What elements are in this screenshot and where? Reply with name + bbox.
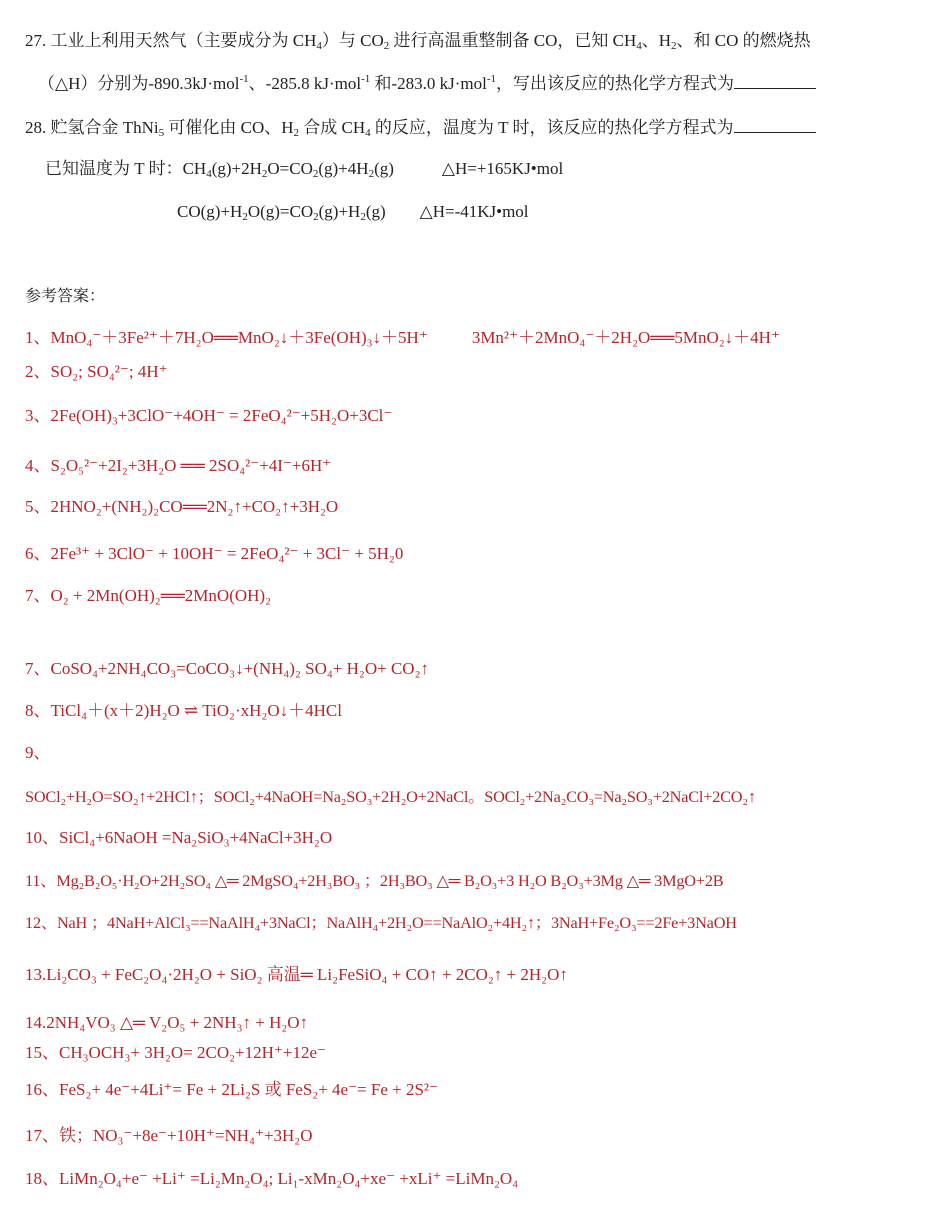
answer-number: 15、 xyxy=(25,1043,59,1062)
answer-number: 16、 xyxy=(25,1080,59,1099)
answer-5: 5、2HNO₂+(NH₂)₂CO══2N₂↑+CO₂↑+3H₂O xyxy=(25,497,339,516)
answers-heading: 参考答案： xyxy=(25,288,106,305)
answer-4: 4、S₂O₅²⁻+2I₂+3H₂O ══ 2SO₄²⁻+4I⁻+6H⁺ xyxy=(25,456,332,475)
answer-number: 7、 xyxy=(25,586,51,605)
question-number: 28. xyxy=(25,118,47,137)
answer-1: 1、MnO₄⁻＋3Fe²⁺＋7H₂O══MnO₂↓＋3Fe(OH)₃↓＋5H⁺ 3Mn²⁺＋2MnO₄⁻＋2H₂O══5MnO₂↓＋4H⁺ xyxy=(25,328,780,347)
answer-18: 18、LiMn₂O₄+e⁻ +Li⁺ =Li₂Mn₂O₄; Li₁-xMn₂O₄+xe⁻ +xLi⁺ =LiMn₂O₄ xyxy=(25,1169,519,1188)
answer-11: 11、Mg₂B₂O₅·H₂O+2H₂SO₄ △═ 2MgSO₄+2H₃BO₃ ；2H₃BO₃ △═ B₂O₃+3 H₂O B₂O₃+3Mg △═ 3MgO+2B xyxy=(25,871,724,890)
answer-9: SOCl₂+H₂O=SO₂↑+2HCl↑；SOCl₂+4NaOH=Na₂SO₃+2H₂O+2NaCl。SOCl₂+2Na₂CO₃=Na₂SO₃+2NaCl+2CO₂↑ xyxy=(25,787,756,806)
answer-number: 8、 xyxy=(25,701,51,720)
answer-2: 2、SO₂; SO₄²⁻; 4H⁺ xyxy=(25,362,168,381)
answer-number: 1、 xyxy=(25,328,51,347)
answer-number: 17、 xyxy=(25,1126,59,1145)
answer-number: 18、 xyxy=(25,1169,59,1188)
answer-blank[interactable] xyxy=(734,72,816,89)
question-number: 27. xyxy=(25,31,47,50)
answer-number: 14. xyxy=(25,1013,47,1032)
answer-number: 6、 xyxy=(25,544,51,563)
answer-number: 4、 xyxy=(25,456,51,475)
answer-blank[interactable] xyxy=(734,116,816,133)
answer-10: 10、SiCl₄+6NaOH =Na₂SiO₃+4NaCl+3H₂O xyxy=(25,828,333,847)
answer-number: 7、 xyxy=(25,659,51,678)
answer-number: 5、 xyxy=(25,497,51,516)
question-28-given-2: $CO(g)+H_2O(g)=CO_2(g)+H_2(g)$ △H=-41KJ•mol xyxy=(177,202,529,223)
given-label: 已知温度为 T 时： xyxy=(45,159,183,178)
answer-number: 3、 xyxy=(25,406,51,425)
answer-number: 12、 xyxy=(25,913,57,932)
answer-15: 15、CH₃OCH₃+ 3H₂O= 2CO₂+12H⁺+12e⁻ xyxy=(25,1043,327,1062)
answer-number: 11、 xyxy=(25,871,57,890)
enthalpy-value: △H=-41KJ•mol xyxy=(419,202,529,221)
cut-off-line xyxy=(60,1200,360,1214)
answer-16: 16、FeS₂+ 4e⁻+4Li⁺= Fe + 2Li₂S 或 FeS₂+ 4e⁻= Fe + 2S²⁻ xyxy=(25,1080,439,1099)
question-28-line-1: 28. 贮氢合金 ThNi$_5$ 可催化由 CO、$H_2$ 合成 $CH_4$ 的反应，温度为 T 时，该反应的热化学方程式为 xyxy=(25,116,816,139)
answer-3: 3、2Fe(OH)₃+3ClO⁻+4OH⁻ = 2FeO₄²⁻+5H₂O+3Cl⁻ xyxy=(25,406,393,425)
answer-8: 8、TiCl₄＋(x＋2)H₂O ⇌ TiO₂·xH₂O↓＋4HCl xyxy=(25,701,342,720)
answer-number: 2、 xyxy=(25,362,51,381)
answer-12: 12、NaH ；4NaH+AlCl₃==NaAlH₄+3NaCl；NaAlH₄+2H₂O==NaAlO₂+4H₂↑；3NaH+Fe₂O₃==2Fe+3NaOH xyxy=(25,913,737,932)
answer-17: 17、铁；NO₃⁻+8e⁻+10H⁺=NH₄⁺+3H₂O xyxy=(25,1126,313,1145)
answer-6: 6、2Fe³⁺ + 3ClO⁻ + 10OH⁻ = 2FeO₄²⁻ + 3Cl⁻ + 5H₂0 xyxy=(25,544,404,563)
answer-14: 14.2NH₄VO₃ △═ V₂O₅ + 2NH₃↑ + H₂O↑ xyxy=(25,1013,309,1032)
answer-7b: 7、CoSO₄+2NH₄CO₃=CoCO₃↓+(NH₄)₂ SO₄+ H₂O+ CO₂↑ xyxy=(25,659,429,678)
answer-number: 13. xyxy=(25,965,47,984)
enthalpy-value: △H=+165KJ•mol xyxy=(441,159,564,178)
question-28-given-1: 已知温度为 T 时：$CH_4(g)+2H_2O=CO_2(g)+4H_2(g)$ △H=+165KJ•mol xyxy=(45,159,564,180)
question-27-line-1: 27. 工业上利用天然气（主要成分为 $CH_4$）与 $CO_2$ 进行高温重整制备 CO，已知 $CH_4$、$H_2$、和 CO 的燃烧热 xyxy=(25,31,811,52)
answer-13: 13.Li₂CO₃ + FeC₂O₄·2H₂O + SiO₂ 高温═ Li₂FeSiO₄ + CO↑ + 2CO₂↑ + 2H₂O↑ xyxy=(25,965,568,984)
answer-number: 10、 xyxy=(25,828,59,847)
answer-9-number: 9、 xyxy=(25,743,51,762)
question-27-line-2: （△H）分别为-890.3kJ·mol$^{-1}$、-285.8 kJ·mol$^{-1}$ 和-283.0 kJ·mol$^{-1}$，写出该反应的热化学方程式为 xyxy=(38,72,816,95)
answer-7: 7、O₂ + 2Mn(OH)₂══2MnO(OH)₂ xyxy=(25,586,271,605)
